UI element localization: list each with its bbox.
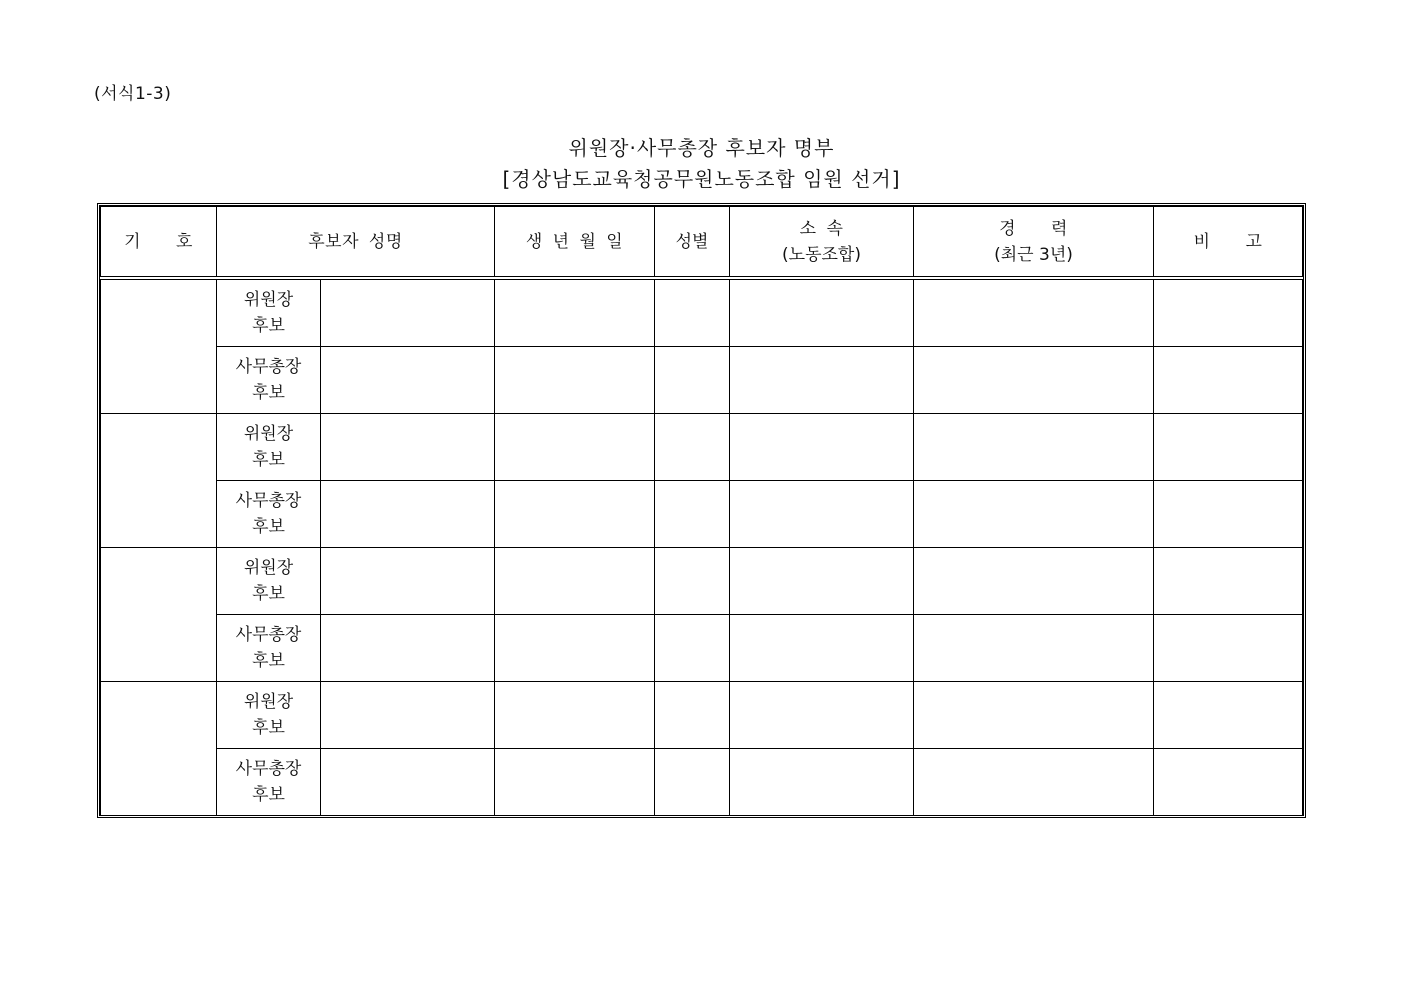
table-row <box>101 414 1303 481</box>
role-label-cell <box>217 347 321 414</box>
remarks-cell[interactable] <box>1154 615 1303 682</box>
birth-date-cell[interactable] <box>495 347 655 414</box>
role-sublabel: 후보 <box>252 584 285 604</box>
birth-date-cell[interactable] <box>495 414 655 481</box>
affiliation-cell[interactable] <box>730 481 914 548</box>
name-cell[interactable] <box>321 347 495 414</box>
role-sublabel: 후보 <box>252 383 285 403</box>
header-affiliation-sublabel: (노동조합) <box>782 244 861 265</box>
document-subtitle: [경상남도교육청공무원노동조합 임원 선거] <box>502 167 901 191</box>
career-cell[interactable] <box>914 481 1154 548</box>
gender-cell[interactable] <box>655 682 730 749</box>
header-career-sublabel: (최근 3년) <box>994 244 1073 265</box>
header-affiliation-label: 소 속 <box>799 218 844 239</box>
role-label: 사무총장 <box>235 491 302 511</box>
gender-cell[interactable] <box>655 278 730 347</box>
header-symbol <box>101 207 217 279</box>
table-row <box>101 615 1303 682</box>
candidate-roster-table <box>100 206 1303 816</box>
form-number: (서식1-3) <box>94 84 172 104</box>
birth-date-cell[interactable] <box>495 481 655 548</box>
name-cell[interactable] <box>321 414 495 481</box>
career-cell[interactable] <box>914 347 1154 414</box>
name-cell[interactable] <box>321 548 495 615</box>
role-label: 사무총장 <box>235 759 302 779</box>
header-candidate-name <box>217 207 495 279</box>
role-label: 위원장 <box>243 692 294 712</box>
affiliation-cell[interactable] <box>730 548 914 615</box>
role-label-cell <box>217 615 321 682</box>
symbol-cell[interactable] <box>101 278 217 414</box>
remarks-cell[interactable] <box>1154 414 1303 481</box>
remarks-cell[interactable] <box>1154 347 1303 414</box>
header-career <box>914 207 1154 279</box>
header-gender-label: 성별 <box>675 231 709 252</box>
name-cell[interactable] <box>321 615 495 682</box>
affiliation-cell[interactable] <box>730 682 914 749</box>
role-label: 사무총장 <box>235 625 302 645</box>
remarks-cell[interactable] <box>1154 749 1303 816</box>
career-cell[interactable] <box>914 682 1154 749</box>
role-label-cell <box>217 749 321 816</box>
career-cell[interactable] <box>914 278 1154 347</box>
symbol-cell[interactable] <box>101 548 217 682</box>
header-gender <box>655 207 730 279</box>
remarks-cell[interactable] <box>1154 548 1303 615</box>
affiliation-cell[interactable] <box>730 749 914 816</box>
role-label: 위원장 <box>243 424 294 444</box>
birth-date-cell[interactable] <box>495 615 655 682</box>
table-row <box>101 347 1303 414</box>
header-candidate-name-label: 후보자 성명 <box>308 231 403 252</box>
role-label-cell <box>217 548 321 615</box>
birth-date-cell[interactable] <box>495 548 655 615</box>
header-symbol-label: 기 호 <box>124 231 193 252</box>
gender-cell[interactable] <box>655 548 730 615</box>
role-sublabel: 후보 <box>252 517 285 537</box>
role-label-cell <box>217 414 321 481</box>
remarks-cell[interactable] <box>1154 682 1303 749</box>
header-career-label: 경 력 <box>999 218 1068 239</box>
symbol-cell[interactable] <box>101 414 217 548</box>
gender-cell[interactable] <box>655 749 730 816</box>
name-cell[interactable] <box>321 682 495 749</box>
gender-cell[interactable] <box>655 481 730 548</box>
role-label-cell <box>217 278 321 347</box>
role-label: 위원장 <box>243 290 294 310</box>
affiliation-cell[interactable] <box>730 278 914 347</box>
role-label-cell <box>217 682 321 749</box>
birth-date-cell[interactable] <box>495 278 655 347</box>
role-sublabel: 후보 <box>252 785 285 805</box>
role-sublabel: 후보 <box>252 450 285 470</box>
header-remarks <box>1154 207 1303 279</box>
name-cell[interactable] <box>321 278 495 347</box>
role-label-cell <box>217 481 321 548</box>
header-affiliation <box>730 207 914 279</box>
career-cell[interactable] <box>914 548 1154 615</box>
gender-cell[interactable] <box>655 347 730 414</box>
role-sublabel: 후보 <box>252 316 285 336</box>
symbol-cell[interactable] <box>101 682 217 816</box>
header-remarks-label: 비 고 <box>1193 231 1263 252</box>
table-header-row <box>101 207 1303 279</box>
affiliation-cell[interactable] <box>730 347 914 414</box>
header-birth-date-label: 생 년 월 일 <box>525 231 624 252</box>
table-row <box>101 481 1303 548</box>
table-row <box>101 278 1303 347</box>
affiliation-cell[interactable] <box>730 414 914 481</box>
name-cell[interactable] <box>321 749 495 816</box>
gender-cell[interactable] <box>655 615 730 682</box>
header-birth-date <box>495 207 655 279</box>
role-label: 위원장 <box>243 558 294 578</box>
role-sublabel: 후보 <box>252 651 285 671</box>
affiliation-cell[interactable] <box>730 615 914 682</box>
birth-date-cell[interactable] <box>495 749 655 816</box>
document-title: 위원장·사무총장 후보자 명부 <box>568 136 835 160</box>
table-row <box>101 682 1303 749</box>
remarks-cell[interactable] <box>1154 481 1303 548</box>
career-cell[interactable] <box>914 414 1154 481</box>
gender-cell[interactable] <box>655 414 730 481</box>
role-sublabel: 후보 <box>252 718 285 738</box>
name-cell[interactable] <box>321 481 495 548</box>
table-row <box>101 749 1303 816</box>
remarks-cell[interactable] <box>1154 278 1303 347</box>
career-cell[interactable] <box>914 749 1154 816</box>
birth-date-cell[interactable] <box>495 682 655 749</box>
career-cell[interactable] <box>914 615 1154 682</box>
role-label: 사무총장 <box>235 357 302 377</box>
table-row <box>101 548 1303 615</box>
